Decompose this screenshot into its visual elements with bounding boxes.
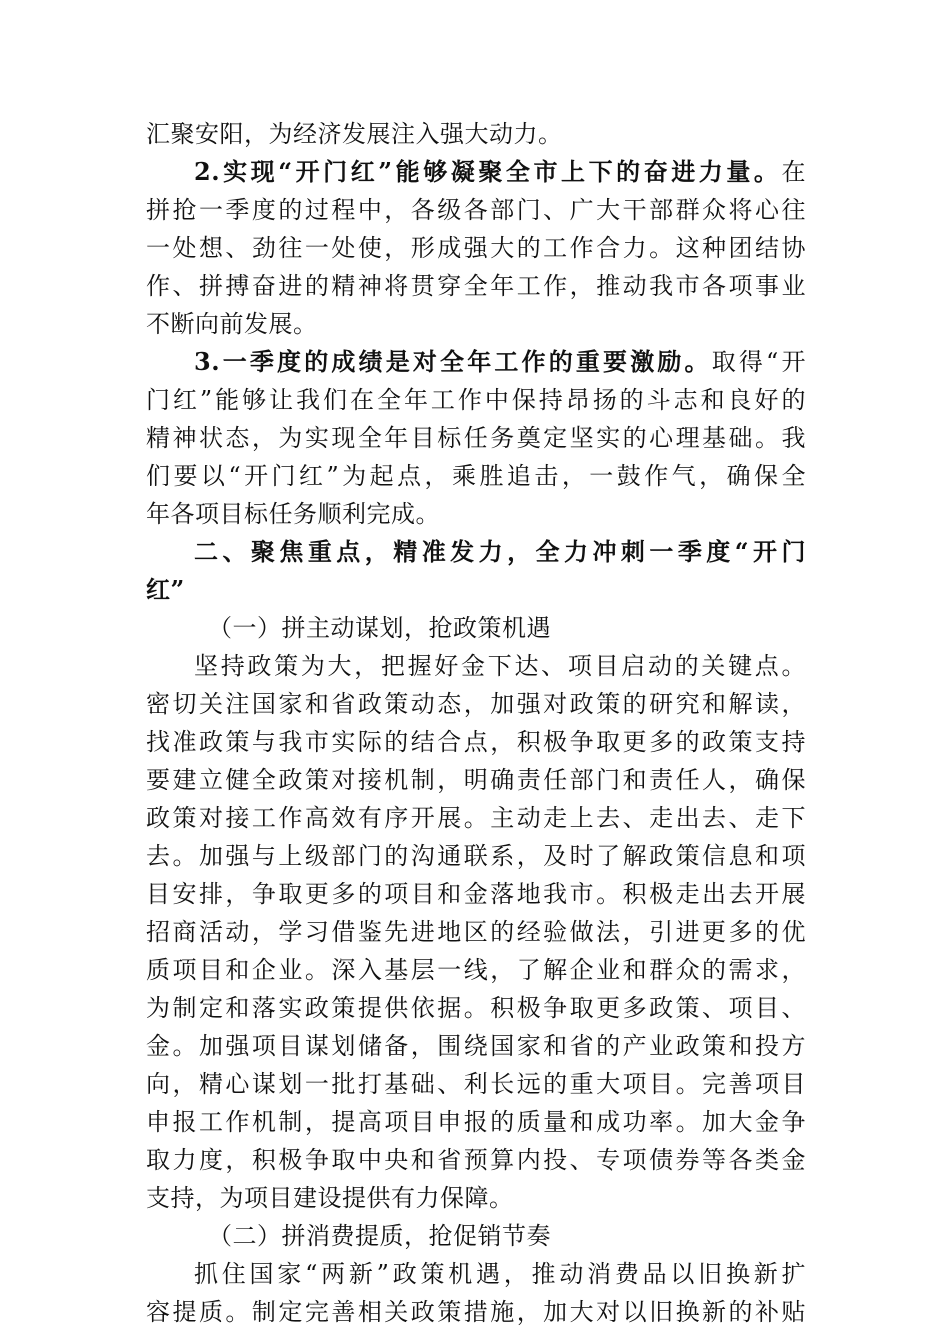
para-4-line-2: 密切关注国家和省政策动态，加强对政策的研究和解读， (146, 690, 806, 718)
para-3-line-1 (146, 343, 806, 381)
para-2-line-3: 一处想、劲往一处使，形成强大的工作合力。这种团结协 (146, 234, 806, 262)
para-4-line-14: 取力度，积极争取中央和省预算内投、专项债券等各类金 (146, 1146, 806, 1174)
para-4-line-5: 政策对接工作高效有序开展。主动走上去、走出去、走下 (146, 804, 806, 832)
para-2-line-1 (146, 153, 806, 191)
para-4-line-10: 为制定和落实政策提供依据。积极争取更多政策、项目、 (146, 994, 806, 1022)
para-3-bold-lead: 3.一季度的成绩是对全年工作的重要激励。 (194, 347, 712, 376)
para-2-bold-lead: 2.实现“开门红”能够凝聚全市上下的奋进力量。 (194, 157, 782, 186)
para-4-line-12: 向，精心谋划一批打基础、利长远的重大项目。完善项目 (146, 1070, 806, 1098)
para-4-line-1: 坚持政策为大，把握好金下达、项目启动的关键点。 (194, 652, 806, 680)
para-5-line-2: 容提质。制定完善相关政策措施，加大对以旧换新的补贴 (146, 1298, 806, 1326)
para-4-line-7: 目安排，争取更多的项目和金落地我市。积极走出去开展 (146, 880, 806, 908)
para-3-line-5: 年各项目标任务顺利完成。 (146, 500, 440, 528)
para-4-line-3: 找准政策与我市实际的结合点，积极争取更多的政策支持 (146, 728, 806, 756)
para-4-line-9: 质项目和企业。深入基层一线，了解企业和群众的需求， (146, 956, 806, 984)
section-heading-line-1: 二、聚焦重点，精准发力，全力冲刺一季度“开门 (194, 537, 806, 566)
para-3-line-4: 们要以“开门红”为起点，乘胜追击，一鼓作气，确保全 (146, 462, 806, 490)
para-4-line-13: 申报工作机制，提高项目申报的质量和成功率。加大金争 (146, 1108, 806, 1136)
para-2-line-5: 不断向前发展。 (146, 310, 318, 338)
subheading-2: （二）拼消费提质，抢促销节奏 (208, 1222, 551, 1250)
para-2-first-rest: 在 (781, 158, 806, 186)
para-3-line-2: 门红”能够让我们在全年工作中保持昂扬的斗志和良好的 (146, 386, 806, 414)
para-1-line-1: 汇聚安阳，为经济发展注入强大动力。 (146, 120, 563, 148)
para-4-line-4: 要建立健全政策对接机制，明确责任部门和责任人，确保 (146, 766, 806, 794)
para-2-line-4: 作、拼搏奋进的精神将贯穿全年工作，推动我市各项事业 (146, 272, 806, 300)
para-5-line-1: 抓住国家“两新”政策机遇，推动消费品以旧换新扩 (194, 1260, 806, 1288)
para-2-line-2: 拼抢一季度的过程中，各级各部门、广大干部群众将心往 (146, 196, 806, 224)
para-4-line-15: 支持，为项目建设提供有力保障。 (146, 1184, 514, 1212)
para-4-line-8: 招商活动，学习借鉴先进地区的经验做法，引进更多的优 (146, 918, 806, 946)
para-4-line-6: 去。加强与上级部门的沟通联系，及时了解政策信息和项 (146, 842, 806, 870)
document-page (146, 115, 806, 1331)
para-3-line-3: 精神状态，为实现全年目标任务奠定坚实的心理基础。我 (146, 424, 806, 452)
section-heading-line-2: 红” (146, 575, 185, 604)
subheading-1: （一）拼主动谋划，抢政策机遇 (208, 614, 551, 642)
para-3-first-rest: 取得“开 (711, 348, 806, 376)
para-4-line-11: 金。加强项目谋划储备，围绕国家和省的产业政策和投方 (146, 1032, 806, 1060)
